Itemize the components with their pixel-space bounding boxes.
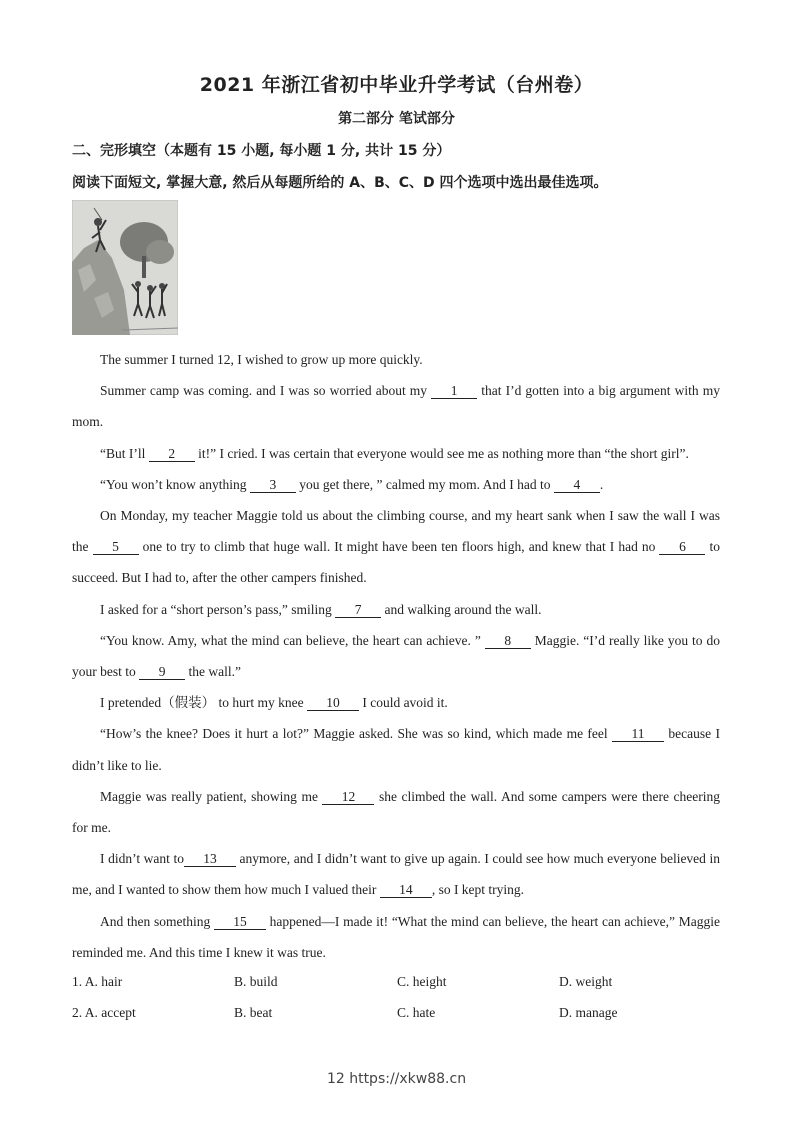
passage-text: “You know. Amy, what the mind can believe, the heart can achieve. ” [100, 632, 485, 648]
passage-text: I could avoid it. [358, 695, 448, 711]
passage-text: she climbed the wall. And some campers were there cheering for me. [72, 788, 720, 836]
passage-text: I asked for a “short person’s pass,” smiling [100, 601, 336, 617]
option-choice[interactable]: 1. A. hair [72, 974, 123, 989]
passage-paragraph [72, 625, 720, 687]
passage-paragraph [72, 438, 720, 469]
passage-paragraph [72, 687, 720, 718]
passage-text: one to try to climb that huge wall. It might have been ten floors high, and knew that I had no [138, 539, 660, 555]
answer-blank[interactable]: 10 [307, 695, 359, 711]
answer-blank[interactable]: 13 [184, 851, 236, 867]
passage-text: that I’d gotten into a big argument with my mom. [72, 383, 720, 430]
answer-blank[interactable]: 6 [659, 539, 705, 555]
passage-paragraph [72, 906, 720, 968]
option-choice[interactable]: B. build [234, 974, 278, 989]
passage-text: “How’s the knee? Does it hurt a lot?” Maggie asked. She was so kind, which made me feel [100, 726, 613, 742]
option-choice[interactable]: D. manage [559, 1005, 618, 1020]
passage-paragraph [72, 718, 720, 780]
passage-text: and walking around the wall. [381, 601, 542, 617]
cloze-passage [72, 344, 720, 968]
passage-text: And then something [100, 913, 214, 929]
answer-blank[interactable]: 4 [554, 477, 600, 493]
answer-blank[interactable]: 9 [139, 664, 185, 680]
passage-text: I pretended（假装） to hurt my knee [100, 695, 307, 711]
passage-text: anymore, and I didn’t want to give up again. I could see how much everyone believed in me, and I wanted to show them how much I valued their [72, 851, 720, 898]
answer-blank[interactable]: 15 [214, 914, 266, 930]
passage-paragraph [72, 344, 720, 375]
passage-text: Maggie was really patient, showing me [100, 788, 323, 804]
passage-text: Summer camp was coming. and I was so worried about my [100, 383, 432, 399]
instruction-text: 阅读下面短文, 掌握大意, 然后从每题所给的 A、B、C、D 四个选项中选出最佳选项。 [72, 175, 608, 191]
option-choice[interactable]: 2. A. accept [72, 1005, 136, 1020]
passage-text: The summer I turned 12, I wished to grow up more quickly. [100, 352, 423, 367]
answer-blank[interactable]: 3 [250, 477, 296, 493]
answer-options [72, 966, 722, 1028]
option-choice[interactable]: B. beat [234, 1005, 273, 1020]
passage-text: Maggie. “I’d really like you to do your best to [72, 632, 720, 680]
passage-paragraph [72, 781, 720, 843]
climbing-wall-illustration [72, 200, 178, 335]
passage-text: I didn’t want to [100, 851, 184, 867]
passage-paragraph [72, 469, 720, 500]
passage-text: happened—I made it! “What the mind can believe, the heart can achieve,” Maggie reminded me. And this time I knew it was true. [72, 913, 720, 960]
passage-paragraph [72, 843, 720, 905]
page-footer: 12 https://xkw88.cn [326, 1071, 467, 1087]
passage-text: . [599, 476, 604, 492]
answer-blank[interactable]: 7 [335, 602, 381, 618]
answer-blank[interactable]: 1 [431, 383, 477, 399]
answer-blank[interactable]: 11 [612, 726, 664, 742]
passage-paragraph [72, 375, 720, 437]
option-choice[interactable]: C. height [397, 974, 447, 989]
answer-blank[interactable]: 14 [380, 882, 432, 898]
passage-paragraph [72, 500, 720, 594]
passage-text: because I didn’t like to lie. [72, 726, 721, 773]
answer-blank[interactable]: 2 [149, 446, 195, 462]
passage-paragraph [72, 594, 720, 625]
passage-text: it!” I cried. I was certain that everyone would see me as nothing more than “the short girl”. [194, 445, 689, 461]
passage-text: to succeed. But I had to, after the other campers finished. [72, 539, 720, 586]
answer-blank[interactable]: 8 [485, 633, 531, 649]
option-row [72, 966, 722, 997]
passage-text: “But I’ll [100, 445, 149, 461]
passage-text: you get there, ” calmed my mom. And I had to [295, 476, 554, 492]
option-row [72, 997, 722, 1028]
passage-text: “You won’t know anything [100, 476, 250, 492]
passage-text: On Monday, my teacher Maggie told us about the climbing course, and my heart sank when I saw the wall I was the [72, 508, 720, 555]
passage-text: the wall.” [185, 664, 241, 680]
passage-text: , so I kept trying. [431, 882, 525, 898]
answer-blank[interactable]: 12 [322, 789, 374, 805]
page-title: 2021 年浙江省初中毕业升学考试（台州卷） [199, 74, 594, 96]
option-choice[interactable]: D. weight [559, 974, 613, 989]
page-subtitle: 第二部分 笔试部分 [338, 111, 455, 127]
option-choice[interactable]: C. hate [397, 1005, 436, 1020]
answer-blank[interactable]: 5 [93, 539, 139, 555]
section-heading: 二、完形填空（本题有 15 小题, 每小题 1 分, 共计 15 分） [72, 143, 451, 159]
